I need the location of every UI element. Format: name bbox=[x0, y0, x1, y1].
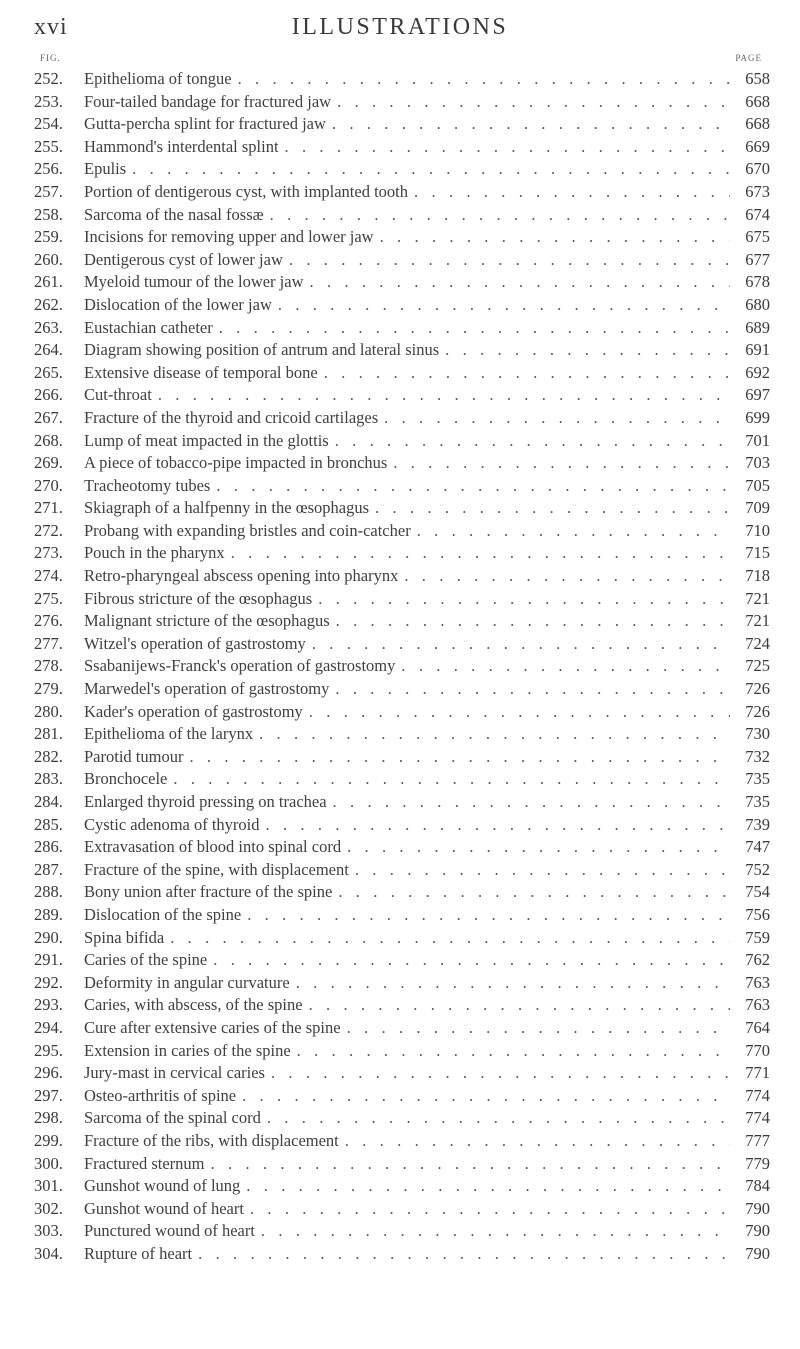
figure-number: 267. bbox=[34, 407, 63, 427]
list-item bbox=[34, 768, 770, 791]
page-reference: 763 bbox=[745, 972, 770, 992]
figure-caption: Gutta-percha splint for fractured jaw bbox=[84, 114, 326, 134]
figure-number: 298. bbox=[34, 1108, 63, 1128]
list-item bbox=[34, 746, 770, 769]
dot-leader bbox=[374, 226, 730, 249]
dot-leader bbox=[283, 249, 730, 272]
figure-caption: Cystic adenoma of thyroid bbox=[84, 814, 260, 834]
page-reference: 790 bbox=[745, 1243, 770, 1263]
dot-leader bbox=[232, 68, 730, 91]
figure-caption: Diagram showing position of antrum and lateral sinus bbox=[84, 340, 440, 360]
list-item bbox=[34, 927, 770, 950]
figure-number: 295. bbox=[34, 1040, 63, 1060]
figure-number: 286. bbox=[34, 837, 63, 857]
list-item bbox=[34, 904, 770, 927]
page-reference: 739 bbox=[745, 814, 770, 834]
figure-number: 287. bbox=[34, 859, 63, 879]
list-item bbox=[34, 814, 770, 837]
list-item bbox=[34, 791, 770, 814]
figure-caption: Skiagraph of a halfpenny in the œsophagus bbox=[84, 498, 370, 518]
page-reference: 658 bbox=[745, 69, 770, 88]
figure-caption: Retro-pharyngeal abscess opening into pharynx bbox=[84, 566, 399, 586]
page-reference: 701 bbox=[745, 430, 770, 450]
figure-number: 252. bbox=[34, 69, 63, 88]
figure-number: 263. bbox=[34, 317, 63, 337]
list-item bbox=[34, 836, 770, 859]
figure-caption: Sarcoma of the nasal fossæ bbox=[84, 204, 264, 224]
dot-leader bbox=[332, 881, 730, 904]
figure-caption: Dislocation of the spine bbox=[84, 904, 242, 924]
figure-number: 303. bbox=[34, 1221, 63, 1241]
list-item bbox=[34, 204, 770, 227]
page-reference: 692 bbox=[745, 362, 770, 382]
figure-caption: Four-tailed bandage for fractured jaw bbox=[84, 91, 332, 111]
page-reference: 771 bbox=[745, 1063, 770, 1083]
figure-number: 278. bbox=[34, 656, 63, 676]
page-reference: 726 bbox=[745, 679, 770, 699]
figure-number: 284. bbox=[34, 792, 63, 811]
page-reference: 774 bbox=[745, 1085, 770, 1105]
page-reference: 668 bbox=[745, 114, 770, 134]
dot-leader bbox=[236, 1085, 730, 1108]
page-reference: 678 bbox=[745, 272, 770, 292]
figure-number: 272. bbox=[34, 520, 63, 540]
figure-caption: Gunshot wound of lung bbox=[84, 1176, 241, 1196]
figure-caption: Pouch in the pharynx bbox=[84, 543, 225, 563]
page-reference: 721 bbox=[745, 611, 770, 631]
page-reference: 677 bbox=[745, 249, 770, 269]
list-item bbox=[34, 1107, 770, 1130]
figure-caption: Punctured wound of heart bbox=[84, 1221, 255, 1241]
dot-leader bbox=[329, 678, 730, 701]
dot-leader bbox=[260, 814, 730, 837]
list-item bbox=[34, 339, 770, 362]
page-reference: 752 bbox=[745, 859, 770, 879]
page-number: xvi bbox=[34, 14, 68, 40]
figure-number: 271. bbox=[34, 498, 63, 518]
page-reference: 705 bbox=[745, 475, 770, 495]
page-title: ILLUSTRATIONS bbox=[291, 14, 509, 40]
figure-caption: Tracheotomy tubes bbox=[84, 475, 211, 495]
dot-leader bbox=[330, 610, 730, 633]
list-item bbox=[34, 949, 770, 972]
list-item bbox=[34, 565, 770, 588]
figure-caption: Marwedel's operation of gastrostomy bbox=[84, 679, 330, 699]
page-reference: 689 bbox=[745, 317, 770, 337]
figure-caption: Sarcoma of the spinal cord bbox=[84, 1108, 261, 1128]
dot-leader bbox=[164, 927, 730, 950]
figure-caption: Caries, with abscess, of the spine bbox=[84, 995, 303, 1015]
dot-leader bbox=[326, 113, 730, 136]
page-reference: 669 bbox=[745, 136, 770, 156]
figure-caption: Cut-throat bbox=[84, 385, 152, 405]
dot-leader bbox=[395, 655, 730, 678]
figure-number: 256. bbox=[34, 159, 63, 179]
dot-leader bbox=[398, 565, 730, 588]
list-item bbox=[34, 497, 770, 520]
list-item bbox=[34, 723, 770, 746]
list-item bbox=[34, 68, 770, 91]
figure-caption: Fractured sternum bbox=[84, 1153, 205, 1173]
dot-leader bbox=[329, 430, 730, 453]
page-reference: 790 bbox=[745, 1221, 770, 1241]
page-reference: 710 bbox=[745, 520, 770, 540]
figure-caption: Parotid tumour bbox=[84, 746, 184, 766]
figure-caption: Extensive disease of temporal bone bbox=[84, 362, 318, 382]
figure-number: 281. bbox=[34, 724, 63, 744]
list-item bbox=[34, 181, 770, 204]
page-reference: 724 bbox=[745, 633, 770, 653]
figure-caption: Probang with expanding bristles and coin-catcher bbox=[84, 520, 411, 540]
dot-leader bbox=[167, 768, 730, 791]
figure-number: 260. bbox=[34, 249, 63, 269]
figure-caption: Extravasation of blood into spinal cord bbox=[84, 837, 342, 857]
page-reference: 703 bbox=[745, 453, 770, 473]
figure-number: 275. bbox=[34, 588, 63, 608]
figure-number: 266. bbox=[34, 385, 63, 405]
list-item bbox=[34, 1220, 770, 1243]
figure-number: 269. bbox=[34, 453, 63, 473]
page-reference: 680 bbox=[745, 294, 770, 314]
dot-leader bbox=[255, 1220, 730, 1243]
list-item bbox=[34, 294, 770, 317]
list-item bbox=[34, 1062, 770, 1085]
dot-leader bbox=[272, 294, 730, 317]
dot-leader bbox=[312, 588, 730, 611]
page-reference: 675 bbox=[745, 227, 770, 247]
list-item bbox=[34, 678, 770, 701]
figure-number: 258. bbox=[34, 204, 63, 224]
dot-leader bbox=[261, 1107, 730, 1130]
figure-number: 302. bbox=[34, 1198, 63, 1218]
figure-number: 268. bbox=[34, 430, 63, 450]
figure-number: 259. bbox=[34, 227, 63, 247]
list-item bbox=[34, 701, 770, 724]
page-reference: 715 bbox=[745, 543, 770, 563]
figure-caption: Myeloid tumour of the lower jaw bbox=[84, 272, 304, 292]
list-item bbox=[34, 1153, 770, 1176]
list-item bbox=[34, 633, 770, 656]
page-reference: 779 bbox=[745, 1153, 770, 1173]
list-item bbox=[34, 1243, 770, 1266]
page-reference: 674 bbox=[745, 204, 770, 224]
figure-number: 261. bbox=[34, 272, 63, 292]
list-item bbox=[34, 271, 770, 294]
list-item bbox=[34, 384, 770, 407]
figure-number: 293. bbox=[34, 995, 63, 1015]
list-item bbox=[34, 317, 770, 340]
page-reference: 709 bbox=[745, 498, 770, 518]
figure-number: 297. bbox=[34, 1085, 63, 1105]
figure-caption: Bony union after fracture of the spine bbox=[84, 882, 333, 902]
page-reference: 762 bbox=[745, 950, 770, 970]
page-reference: 697 bbox=[745, 385, 770, 405]
list-item bbox=[34, 407, 770, 430]
figure-number: 301. bbox=[34, 1176, 63, 1196]
dot-leader bbox=[152, 384, 730, 407]
dot-leader bbox=[341, 1017, 730, 1040]
figure-number: 279. bbox=[34, 679, 63, 699]
dot-leader bbox=[210, 475, 730, 498]
figure-number: 273. bbox=[34, 543, 63, 563]
figure-number: 253. bbox=[34, 91, 63, 111]
page-reference: 790 bbox=[745, 1198, 770, 1218]
dot-leader bbox=[411, 520, 730, 543]
dot-leader bbox=[205, 1153, 730, 1176]
figure-number: 276. bbox=[34, 611, 63, 631]
list-item bbox=[34, 1085, 770, 1108]
page-reference: 670 bbox=[745, 159, 770, 179]
figure-number: 289. bbox=[34, 904, 63, 924]
dot-leader bbox=[192, 1243, 730, 1266]
dot-leader bbox=[304, 271, 731, 294]
dot-leader bbox=[327, 791, 730, 814]
list-item bbox=[34, 972, 770, 995]
dot-leader bbox=[207, 949, 730, 972]
figure-number: 288. bbox=[34, 882, 63, 902]
list-item bbox=[34, 1040, 770, 1063]
list-item bbox=[34, 430, 770, 453]
list-item bbox=[34, 1198, 770, 1221]
figure-caption: Extension in caries of the spine bbox=[84, 1040, 291, 1060]
list-item bbox=[34, 859, 770, 882]
figure-caption: Incisions for removing upper and lower jaw bbox=[84, 227, 374, 247]
figure-caption: Fracture of the spine, with displacement bbox=[84, 859, 349, 879]
figure-caption: Enlarged thyroid pressing on trachea bbox=[84, 792, 327, 811]
list-item bbox=[34, 362, 770, 385]
list-item bbox=[34, 610, 770, 633]
dot-leader bbox=[339, 1130, 730, 1153]
dot-leader bbox=[387, 452, 730, 475]
figure-caption: Portion of dentigerous cyst, with implanted tooth bbox=[84, 181, 409, 201]
figure-number: 296. bbox=[34, 1063, 63, 1083]
dot-leader bbox=[303, 701, 730, 724]
figure-number: 300. bbox=[34, 1153, 63, 1173]
dot-leader bbox=[369, 497, 730, 520]
running-head bbox=[34, 14, 766, 44]
figure-caption: Epithelioma of tongue bbox=[84, 69, 232, 88]
page-reference: 725 bbox=[745, 656, 770, 676]
figure-caption: Dentigerous cyst of lower jaw bbox=[84, 249, 283, 269]
figure-number: 282. bbox=[34, 746, 63, 766]
dot-leader bbox=[253, 723, 730, 746]
list-item bbox=[34, 91, 770, 114]
list-item bbox=[34, 113, 770, 136]
page-reference: 735 bbox=[745, 769, 770, 789]
figure-caption: Epulis bbox=[84, 159, 127, 179]
figure-number: 285. bbox=[34, 814, 63, 834]
figure-caption: Deformity in angular curvature bbox=[84, 972, 290, 992]
dot-leader bbox=[183, 746, 730, 769]
figure-caption: Fracture of the ribs, with displacement bbox=[84, 1130, 339, 1150]
dot-leader bbox=[303, 994, 730, 1017]
figure-caption: Rupture of heart bbox=[84, 1243, 193, 1263]
page-reference: 784 bbox=[745, 1176, 770, 1196]
figure-number: 299. bbox=[34, 1130, 63, 1150]
page-reference: 764 bbox=[745, 1017, 770, 1037]
list-item bbox=[34, 475, 770, 498]
list-item bbox=[34, 452, 770, 475]
dot-leader bbox=[290, 972, 730, 995]
figure-caption: Dislocation of the lower jaw bbox=[84, 294, 272, 314]
figure-number: 291. bbox=[34, 950, 63, 970]
figure-caption: Witzel's operation of gastrostomy bbox=[84, 633, 306, 653]
list-item bbox=[34, 158, 770, 181]
list-item bbox=[34, 1017, 770, 1040]
figure-caption: Malignant stricture of the œsophagus bbox=[84, 611, 330, 631]
figure-number: 290. bbox=[34, 927, 63, 947]
page-reference: 754 bbox=[745, 882, 770, 902]
page-reference: 759 bbox=[745, 927, 770, 947]
dot-leader bbox=[126, 158, 730, 181]
list-item bbox=[34, 1130, 770, 1153]
figure-number: 280. bbox=[34, 701, 63, 721]
illustration-list bbox=[34, 68, 770, 1265]
dot-leader bbox=[378, 407, 730, 430]
page-reference: 774 bbox=[745, 1108, 770, 1128]
dot-leader bbox=[408, 181, 730, 204]
dot-leader bbox=[240, 1175, 730, 1198]
list-item bbox=[34, 994, 770, 1017]
list-item bbox=[34, 881, 770, 904]
dot-leader bbox=[244, 1198, 730, 1221]
figure-caption: Cure after extensive caries of the spine bbox=[84, 1017, 341, 1037]
figure-caption: Kader's operation of gastrostomy bbox=[84, 701, 303, 721]
dot-leader bbox=[291, 1040, 730, 1063]
page-reference: 699 bbox=[745, 407, 770, 427]
page-column-label: PAGE bbox=[735, 53, 762, 63]
fig-column-label: FIG. bbox=[40, 53, 61, 63]
page-reference: 673 bbox=[745, 181, 770, 201]
dot-leader bbox=[331, 91, 730, 114]
page-reference: 726 bbox=[745, 701, 770, 721]
dot-leader bbox=[213, 317, 730, 340]
dot-leader bbox=[341, 836, 730, 859]
figure-number: 304. bbox=[34, 1243, 63, 1263]
dot-leader bbox=[439, 339, 730, 362]
figure-number: 277. bbox=[34, 633, 63, 653]
column-headings bbox=[34, 53, 766, 69]
dot-leader bbox=[349, 859, 730, 882]
figure-number: 255. bbox=[34, 136, 63, 156]
page-reference: 718 bbox=[745, 566, 770, 586]
figure-number: 294. bbox=[34, 1017, 63, 1037]
figure-caption: Gunshot wound of heart bbox=[84, 1198, 244, 1218]
figure-caption: Epithelioma of the larynx bbox=[84, 724, 254, 744]
page-reference: 721 bbox=[745, 588, 770, 608]
figure-caption: Osteo-arthritis of spine bbox=[84, 1085, 237, 1105]
page-reference: 756 bbox=[745, 904, 770, 924]
figure-number: 274. bbox=[34, 566, 63, 586]
page-reference: 735 bbox=[745, 792, 770, 811]
list-item bbox=[34, 655, 770, 678]
figure-number: 262. bbox=[34, 294, 63, 314]
figure-number: 270. bbox=[34, 475, 63, 495]
figure-caption: Caries of the spine bbox=[84, 950, 208, 970]
list-item bbox=[34, 588, 770, 611]
dot-leader bbox=[265, 1062, 730, 1085]
figure-caption: A piece of tobacco-pipe impacted in bronchus bbox=[84, 453, 388, 473]
page-reference: 747 bbox=[745, 837, 770, 857]
page-reference: 691 bbox=[745, 340, 770, 360]
list-item bbox=[34, 136, 770, 159]
figure-caption: Lump of meat impacted in the glottis bbox=[84, 430, 329, 450]
page-reference: 777 bbox=[745, 1130, 770, 1150]
list-item bbox=[34, 1175, 770, 1198]
figure-number: 292. bbox=[34, 972, 63, 992]
list-item bbox=[34, 226, 770, 249]
figure-caption: Ssabanijews-Franck's operation of gastrostomy bbox=[84, 656, 396, 676]
figure-number: 254. bbox=[34, 114, 63, 134]
figure-caption: Spina bifida bbox=[84, 927, 165, 947]
dot-leader bbox=[318, 362, 730, 385]
dot-leader bbox=[225, 542, 730, 565]
dot-leader bbox=[241, 904, 730, 927]
figure-caption: Jury-mast in cervical caries bbox=[84, 1063, 265, 1083]
page-reference: 763 bbox=[745, 995, 770, 1015]
dot-leader bbox=[264, 204, 730, 227]
figure-number: 264. bbox=[34, 340, 63, 360]
list-item bbox=[34, 520, 770, 543]
figure-number: 283. bbox=[34, 769, 63, 789]
figure-caption: Hammond's interdental splint bbox=[84, 136, 279, 156]
dot-leader bbox=[306, 633, 730, 656]
page-reference: 732 bbox=[745, 746, 770, 766]
figure-caption: Eustachian catheter bbox=[84, 317, 213, 337]
list-item bbox=[34, 249, 770, 272]
dot-leader bbox=[279, 136, 730, 159]
figure-number: 265. bbox=[34, 362, 63, 382]
page-reference: 730 bbox=[745, 724, 770, 744]
page-reference: 770 bbox=[745, 1040, 770, 1060]
page-reference: 668 bbox=[745, 91, 770, 111]
figure-caption: Bronchocele bbox=[84, 769, 168, 789]
figure-number: 257. bbox=[34, 181, 63, 201]
list-item bbox=[34, 542, 770, 565]
figure-caption: Fracture of the thyroid and cricoid cartilages bbox=[84, 407, 379, 427]
figure-caption: Fibrous stricture of the œsophagus bbox=[84, 588, 313, 608]
